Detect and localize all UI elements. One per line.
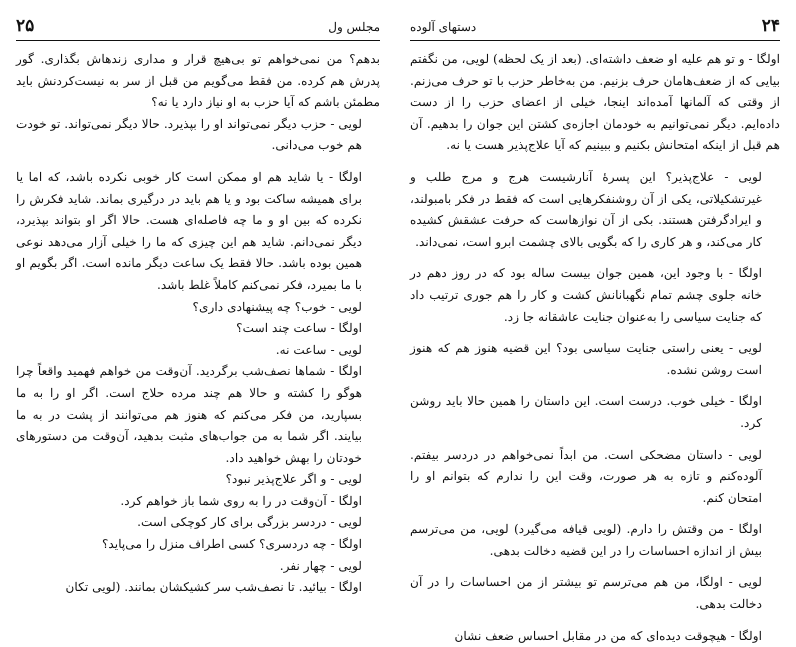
right-page-header [410, 14, 780, 41]
dialogue-paragraph: اولگا - هیچوقت دیده‌ای که من در مقابل احساس ضعف نشان [454, 628, 762, 643]
dialogue-paragraph: لویی - دردسر بزرگی برای کار کوچکی است. [137, 515, 362, 530]
dialogue-paragraph: لویی - علاج‌پذیر؟ این پسرهٔ آنارشیست هرج و مرج طلب و غیرتشکیلاتی، یکی از آن روشنفکرهایی است که فقط در فکر بامبولند، و ایرادگرفتن هستند. بکی از آن نوازهاست که حرفت عشقش کشیده کار می‌کند، و هر کاری را که بگویی بالای چشمت ابرو است، نمی‌داند. [410, 169, 762, 249]
dialogue-paragraph: لویی - و اگر علاج‌پذیر نبود؟ [225, 472, 362, 487]
dialogue-paragraph: اولگا - آن‌وقت در را به روی شما باز خواهم کرد. [120, 493, 362, 508]
right-running-title: دستهای آلوده [410, 20, 477, 34]
dialogue-paragraph: اولگا - و تو هم علیه او ضعف داشته‌ای. (بعد از یک لحظه) لویی، من نگفتم بیایی که از ضعف‌هامان حرف بزنیم. من به‌خاطر حزب با تو حرف می‌زنم. از وقتی که آلمانها آمده‌اند اینجا، خیلی از اعضای حزب را از دست داده‌ایم. دیگر نمی‌توانیم به خودمان اجازه‌ی کشتن این جوان را بدهیم. آن هم قبل از اینکه امتحانش بکنیم و ببینیم که آیا علاج‌پذیر هست یا نه. [410, 52, 780, 153]
dialogue-paragraph: لویی - داستان مضحکی است. من ابداً نمی‌خواهم در دردسر بیفتم. آلوده‌کنم و تازه به هر صورت، وقت این را ندارم که بتوانم او را امتحان کنم. [410, 447, 762, 505]
dialogue-paragraph: بدهم؟ من نمی‌خواهم تو بی‌هیچ قرار و مداری زندهاش بگذاری. گور پدرش هم کرده. من فقط می‌گویم من قبل از سر به نیست‌کردنش باید مطمئن باشم که آیا حزب به او نیاز دارد یا نه؟ [16, 52, 380, 110]
left-page [16, 0, 380, 600]
dialogue-paragraph: اولگا - یا شاید هم او ممکن است کار خوبی نکرده باشد، که اما یا برای همیشه ساکت بود و یا هم باید در درگیری بماند. شاید فکرش را نکرده که بین او و ما چه فاصله‌ای هست. حالا اگر او بتواند بپذیرد، دیگر نمی‌دانم. شاید هم این چیزی که ما را خیلی آزار می‌دهد نوعی همین بوده باشد. حالا فقط یک ساعت دیگر مانده است. اگر بگویم او با ما بمیرد، فکر نمی‌کنم کاملاً غلط باشد. [16, 169, 362, 292]
right-page [410, 0, 780, 643]
dialogue-paragraph: لویی - خوب؟ چه پیشنهادی داری؟ [192, 299, 362, 314]
right-page-number: ۲۴ [761, 16, 780, 36]
dialogue-paragraph: لویی - چهار نفر. [279, 558, 362, 573]
dialogue-paragraph: لویی - اولگا، من هم می‌ترسم تو بیشتر از من احساسات را در آن دخالت بدهی. [410, 575, 762, 612]
dialogue-paragraph: اولگا - خیلی خوب. درست است. این داستان را همین حالا باید روشن کرد. [410, 394, 762, 430]
dialogue-paragraph: لویی - ساعت نه. [275, 342, 362, 357]
dialogue-paragraph: اولگا - من وقتش را دارم. (لویی قیافه می‌گیرد) لویی، من می‌ترسم بیش از اندازه احساسات را در این قضیه دخالت بدهی. [410, 522, 762, 558]
dialogue-paragraph: اولگا - ساعت چند است؟ [236, 321, 362, 336]
right-page-body [410, 49, 780, 647]
left-page-body [16, 49, 380, 599]
left-running-title: مجلس ول [328, 20, 380, 34]
dialogue-paragraph: اولگا - با وجود این، همین جوان بیست ساله بود که در روز دهم در خانه جلوی چشم تمام نگهبانانش کشت و کار را هم جوری ترتیب داد که جنایت سیاسی را به‌عنوان جنایت عاشقانه جا زد. [410, 266, 762, 324]
dialogue-paragraph: لویی - حزب دیگر نمی‌تواند او را بپذیرد. حالا دیگر نمی‌تواند. تو خودت هم خوب می‌دانی. [16, 116, 362, 153]
dialogue-paragraph: لویی - یعنی راستی جنایت سیاسی بود؟ این قضیه هنوز هم که هنوز است روشن نشده. [410, 341, 762, 377]
left-page-header [16, 14, 380, 41]
dialogue-paragraph: اولگا - شماها نصف‌شب برگردید. آن‌وقت من خواهم فهمید واقعاً چرا هوگو را کشته و حالا هم چند مرده حلاج است. اگر او را به ما بسپارید، من فکر می‌کنم که هنوز هم می‌توانند از پشت در به ما بیایند. اگر شما به من جواب‌های مثبت بدهید، آن‌وقت من دستورهای خودتان را بهش خواهید داد. [16, 364, 362, 465]
dialogue-paragraph: اولگا - چه دردسری؟ کسی اطراف منزل را می‌پاید؟ [101, 537, 362, 552]
dialogue-paragraph: اولگا - بیائید. تا نصف‌شب سر کشیکشان بمانند. (لویی تکان [65, 580, 362, 595]
left-page-number: ۲۵ [16, 16, 35, 36]
